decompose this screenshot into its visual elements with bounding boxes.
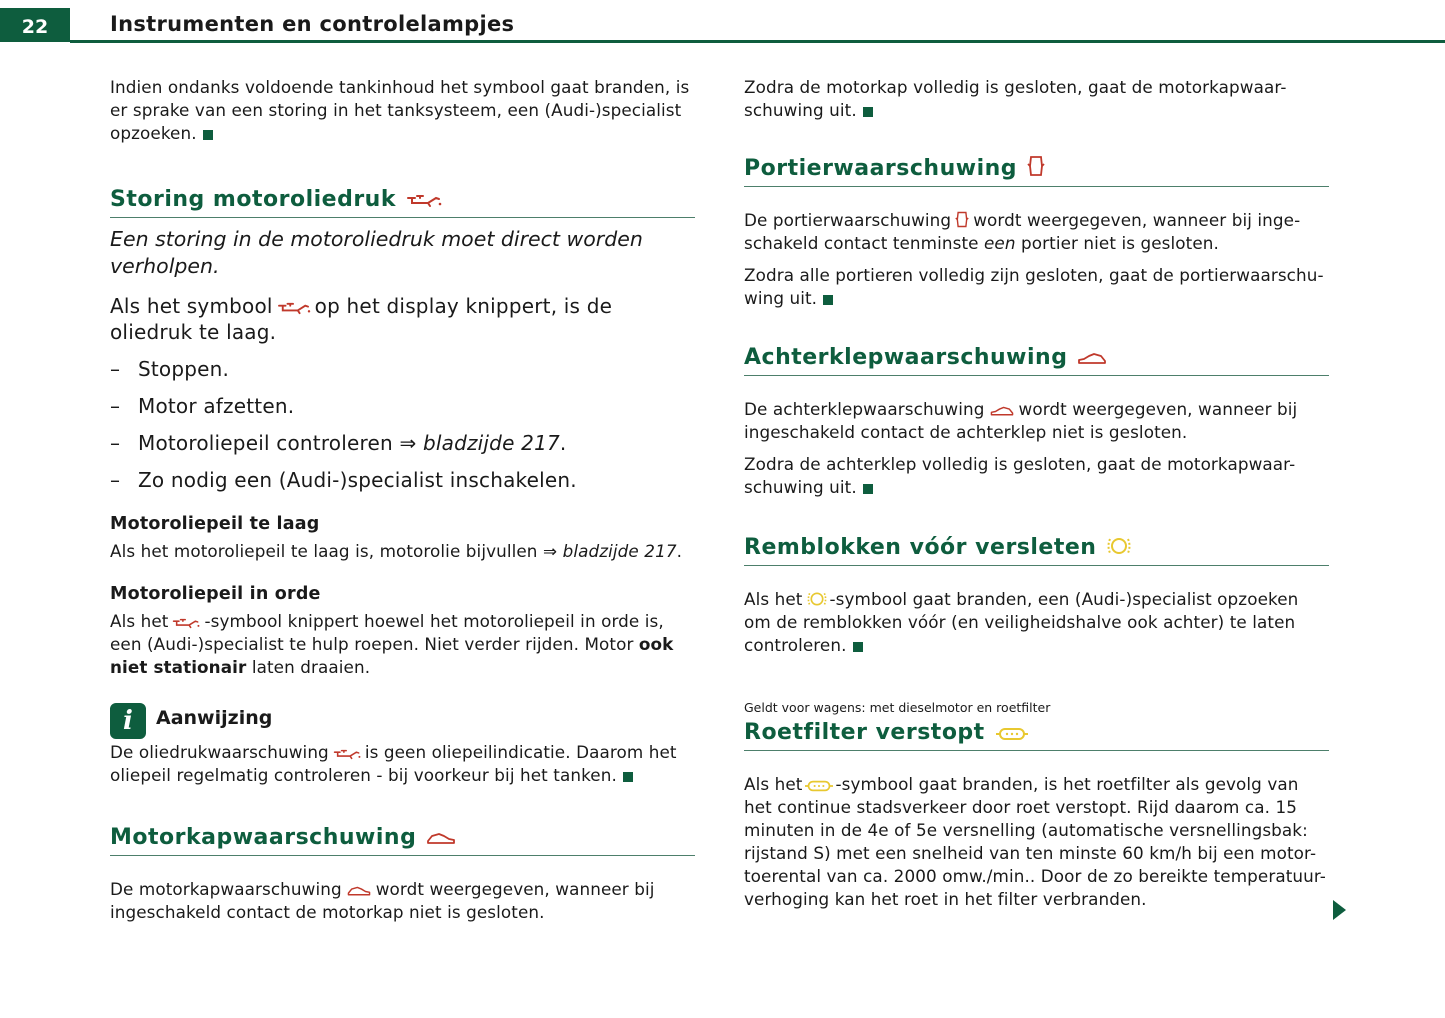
list-item: – Stoppen. — [110, 357, 230, 381]
oil-blink-paragraph: Als het symbool op het display knippert, is de oliedruk te laag. — [110, 294, 613, 344]
intro-paragraph: Indien ondanks voldoende tankinhoud het symbool gaat branden, is er sprake van een storing in het tanksysteem, een (Audi-)specialist opzoeken. — [110, 77, 690, 143]
end-mark — [853, 642, 863, 652]
info-icon: i — [110, 703, 146, 739]
car-door-icon — [955, 210, 969, 229]
section-heading-oil-pressure: Storing motoroliedruk — [110, 185, 695, 218]
particulate-filter-icon — [804, 779, 834, 793]
dpf-paragraph: Als het -symbool gaat branden, is het roetfilter als gevolg van het continue stadsverkeer door roet verstopt. Rijd daarom ca. 15 minuten in de 4e of 5e versnelling (automatische versnellingsbak: rijstand S) met een snelheid van ten minste 60 km/h bij een motor-toerental van ca. 2000 omw./min.. Door de zo bereikte temperatuur-verhoging kan het roet in het filter verbranden. — [744, 774, 1326, 909]
end-mark — [823, 295, 833, 305]
page-header — [0, 0, 1445, 44]
subheading-oil-ok: Motoroliepeil in orde — [110, 584, 321, 604]
car-trunk-icon — [989, 405, 1015, 418]
page-reference[interactable]: bladzijde 217 — [422, 431, 560, 455]
end-mark — [203, 130, 213, 140]
left-column — [110, 76, 695, 924]
subheading-oil-low: Motoroliepeil te laag — [110, 514, 320, 534]
oil-can-icon — [172, 617, 200, 630]
particulate-filter-icon — [995, 726, 1029, 742]
page-number: 22 — [0, 8, 70, 42]
chapter-title: Instrumenten en controlelampjes — [110, 12, 515, 36]
car-hood-icon — [346, 885, 372, 898]
oil-can-icon — [333, 748, 361, 761]
applies-to-note: Geldt voor wagens: met dieselmotor en roetfilter — [744, 700, 1051, 715]
list-item: – Motoroliepeil controleren ⇒ bladzijde 217. — [110, 431, 567, 455]
header-rule — [70, 40, 1445, 43]
end-mark — [863, 484, 873, 494]
end-mark — [623, 772, 633, 782]
door-closed-paragraph: Zodra alle portieren volledig zijn gesloten, gaat de portierwaarschu-wing uit. — [744, 265, 1324, 308]
note-header — [110, 703, 695, 739]
note-title: Aanwijzing — [156, 707, 273, 729]
list-item: – Motor afzetten. — [110, 394, 295, 418]
car-trunk-icon — [1077, 351, 1107, 367]
car-hood-icon — [426, 831, 456, 847]
oil-can-icon — [277, 301, 311, 316]
door-paragraph: De portierwaarschuwing wordt weergegeven, wanneer bij inge-schakeld contact tenminste een portier niet is gesloten. — [744, 210, 1301, 253]
section-heading-door: Portierwaarschuwing — [744, 154, 1329, 187]
brake-pad-icon — [806, 590, 828, 608]
arrow-icon: ⇒ — [399, 431, 417, 455]
oil-can-icon — [406, 193, 442, 209]
section-heading-dpf: Roetfilter verstopt — [744, 718, 1329, 751]
next-page-arrow-icon[interactable] — [1333, 900, 1346, 920]
car-door-icon — [1027, 154, 1045, 178]
oil-ok-paragraph: Als het -symbool knippert hoewel het motoroliepeil in orde is, een (Audi-)specialist te hulp roepen. Niet verder rijden. Motor ook niet stationair laten draaien. — [110, 611, 674, 677]
arrow-icon: ⇒ — [542, 541, 558, 561]
list-item: – Zo nodig een (Audi-)specialist inschakelen. — [110, 468, 577, 492]
hood-paragraph: De motorkapwaarschuwing wordt weergegeven, wanneer bij ingeschakeld contact de motorkap niet is gesloten. — [110, 879, 655, 922]
section-heading-trunk: Achterklepwaarschuwing — [744, 343, 1329, 376]
end-mark — [863, 107, 873, 117]
steps-list — [110, 356, 695, 493]
right-column — [744, 76, 1329, 911]
page-reference[interactable]: bladzijde 217 — [562, 541, 677, 561]
section-heading-brakes: Remblokken vóór versleten — [744, 533, 1329, 566]
section-heading-hood: Motorkapwaarschuwing — [110, 823, 695, 856]
brake-pad-icon — [1106, 535, 1132, 557]
trunk-closed-paragraph: Zodra de achterklep volledig is gesloten, gaat de motorkapwaar-schuwing uit. — [744, 454, 1296, 497]
note-paragraph: De oliedrukwaarschuwing is geen oliepeilindicatie. Daarom het oliepeil regelmatig controleren - bij voorkeur bij het tanken. — [110, 742, 677, 785]
lead-text: Een storing in de motoroliedruk moet direct worden verholpen. — [110, 227, 643, 278]
trunk-paragraph: De achterklepwaarschuwing wordt weergegeven, wanneer bij ingeschakeld contact de achterklep niet is gesloten. — [744, 399, 1298, 442]
oil-low-paragraph: Als het motoroliepeil te laag is, motorolie bijvullen ⇒ bladzijde 217. — [110, 541, 683, 561]
brakes-paragraph: Als het -symbool gaat branden, een (Audi-)specialist opzoeken om de remblokken vóór (en veiligheidshalve ook achter) te laten controleren. — [744, 589, 1299, 655]
hood-closed-paragraph: Zodra de motorkap volledig is gesloten, gaat de motorkapwaar-schuwing uit. — [744, 77, 1287, 120]
